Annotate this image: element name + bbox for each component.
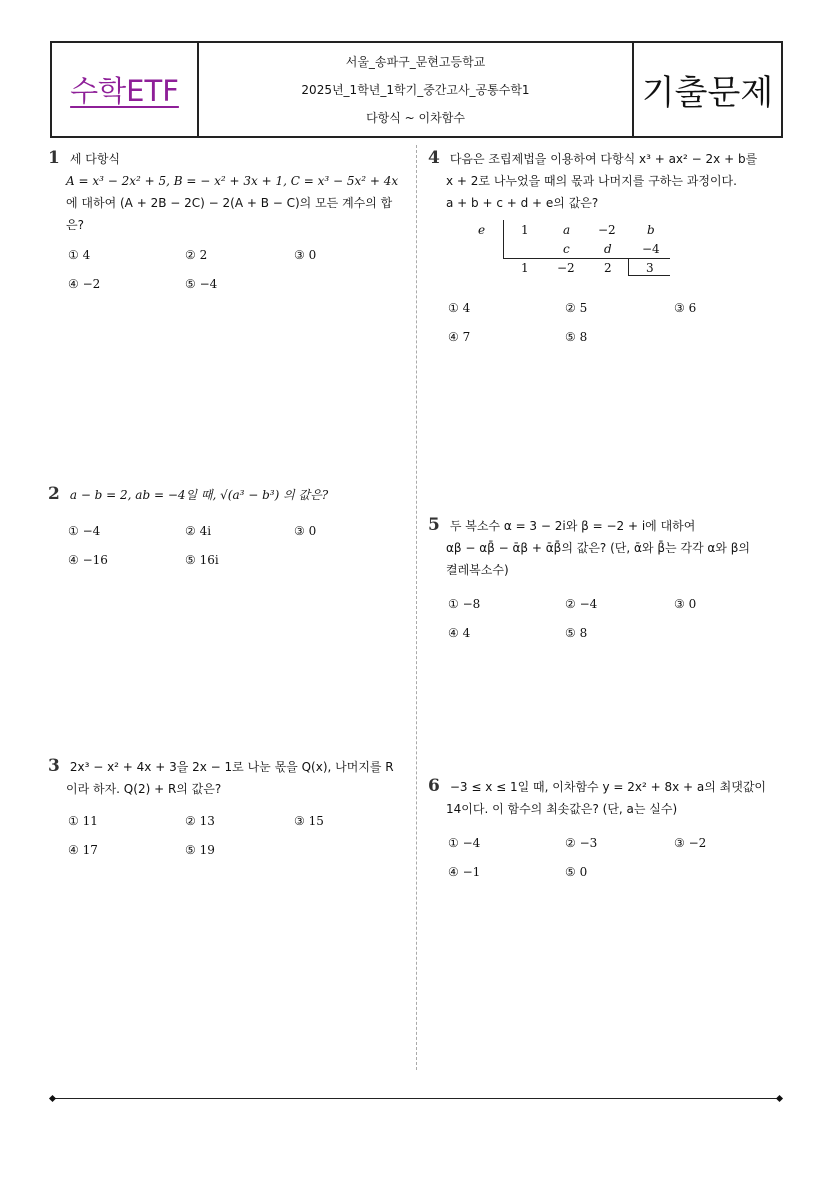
syn-cell: a	[563, 223, 571, 237]
choice-4[interactable]: ④ −2	[68, 277, 101, 291]
question-text: x + 2로 나누었을 때의 몫과 나머지를 구하는 과정이다.	[446, 174, 737, 188]
choice-2[interactable]: ② 2	[185, 248, 208, 262]
question-1	[48, 147, 398, 304]
choice-3[interactable]: ③ 15	[294, 814, 324, 828]
diamond-icon	[49, 1095, 56, 1102]
question-text: αβ − αβ̄ − ᾱβ + ᾱβ̄의 값은? (단, ᾱ와 β̄는 각각 α와 β의	[446, 541, 750, 555]
question-text: a − b = 2, ab = −4일 때, √(a³ − b³) 의 값은?	[69, 488, 329, 502]
question-6	[428, 775, 788, 892]
brand-cell	[52, 43, 199, 136]
exam-info-cell	[199, 43, 634, 136]
choice-list	[428, 297, 778, 357]
question-number: 1	[48, 148, 60, 168]
question-4-choices	[428, 297, 778, 357]
choice-4[interactable]: ④ 4	[448, 626, 471, 640]
question-number: 2	[48, 484, 60, 504]
choice-5[interactable]: ⑤ 0	[565, 865, 588, 879]
question-2	[48, 483, 398, 580]
choice-5[interactable]: ⑤ −4	[185, 277, 218, 291]
choice-list	[48, 810, 408, 870]
question-number: 4	[428, 148, 440, 168]
choice-5[interactable]: ⑤ 19	[185, 843, 215, 857]
syn-cell: −2	[557, 261, 575, 275]
choice-3[interactable]: ③ 6	[674, 301, 697, 315]
syn-cell: 2	[604, 261, 612, 275]
unit-range: 다항식 ~ 이차함수	[366, 111, 465, 126]
question-4	[428, 147, 778, 214]
diamond-icon	[776, 1095, 783, 1102]
choice-2[interactable]: ② −4	[565, 597, 598, 611]
choice-2[interactable]: ② 13	[185, 814, 215, 828]
brand-logo: 수학ETF	[70, 74, 179, 108]
question-text: 이라 하자. Q(2) + R의 값은?	[66, 782, 222, 796]
choice-3[interactable]: ③ 0	[674, 597, 697, 611]
question-number: 5	[428, 515, 440, 535]
choice-3[interactable]: ③ −2	[674, 836, 707, 850]
doc-kind: 기출문제	[641, 73, 774, 113]
question-5	[428, 514, 778, 653]
syn-cell: b	[647, 223, 655, 237]
choice-1[interactable]: ① 4	[448, 301, 471, 315]
question-text: 은?	[66, 218, 84, 232]
choice-list	[48, 520, 398, 580]
exam-title: 2025년_1학년_1학기_중간고사_공통수학1	[301, 82, 530, 97]
question-number: 6	[428, 776, 440, 796]
column-divider	[416, 145, 417, 1070]
choice-4[interactable]: ④ −1	[448, 865, 481, 879]
choice-1[interactable]: ① −4	[68, 524, 101, 538]
question-text: 세 다항식	[69, 152, 121, 166]
exam-header	[50, 41, 783, 138]
choice-4[interactable]: ④ −16	[68, 553, 108, 567]
choice-1[interactable]: ① 4	[68, 248, 91, 262]
question-text: A = x³ − 2x² + 5, B = − x² + 3x + 1, C = x³ − 5x² + 4x	[66, 174, 399, 188]
question-text: 켤레복소수)	[446, 563, 509, 577]
choice-4[interactable]: ④ 17	[68, 843, 98, 857]
syn-divisor: e	[478, 223, 486, 237]
question-text: 다음은 조립제법을 이용하여 다항식 x³ + ax² − 2x + b를	[449, 152, 758, 166]
question-text: 2x³ − x² + 4x + 3을 2x − 1로 나눈 몫을 Q(x), 나머지를 R	[69, 760, 394, 774]
question-3	[48, 755, 408, 870]
question-text: 두 복소수 α = 3 − 2i와 β = −2 + i에 대하여	[449, 519, 696, 533]
choice-list	[428, 832, 788, 892]
choice-3[interactable]: ③ 0	[294, 248, 317, 262]
choice-list	[428, 593, 778, 653]
question-number: 3	[48, 756, 60, 776]
choice-2[interactable]: ② 5	[565, 301, 588, 315]
choice-1[interactable]: ① 11	[68, 814, 98, 828]
syn-vertical-line	[503, 220, 504, 258]
choice-4[interactable]: ④ 7	[448, 330, 471, 344]
syn-cell: 1	[521, 261, 529, 275]
question-text: −3 ≤ x ≤ 1일 때, 이차함수 y = 2x² + 8x + a의 최댓값이	[449, 780, 767, 794]
doc-kind-cell	[634, 43, 781, 136]
question-text: 에 대하여 (A + 2B − 2C) − 2(A + B − C)의 모든 계수의 합	[66, 196, 393, 210]
choice-5[interactable]: ⑤ 8	[565, 626, 588, 640]
choice-list	[48, 244, 398, 304]
question-text: 14이다. 이 함수의 최솟값은? (단, a는 실수)	[446, 802, 678, 816]
syn-cell: 3	[646, 261, 654, 275]
school-name: 서울_송파구_문현고등학교	[345, 54, 486, 69]
choice-5[interactable]: ⑤ 8	[565, 330, 588, 344]
question-text: a + b + c + d + e의 값은?	[446, 196, 599, 210]
synthetic-division-table	[470, 220, 680, 282]
choice-1[interactable]: ① −8	[448, 597, 481, 611]
footer-rule	[52, 1098, 780, 1099]
choice-1[interactable]: ① −4	[448, 836, 481, 850]
choice-5[interactable]: ⑤ 16i	[185, 553, 219, 567]
syn-cell: −4	[642, 242, 660, 256]
choice-2[interactable]: ② −3	[565, 836, 598, 850]
syn-cell: −2	[598, 223, 616, 237]
syn-cell: d	[604, 242, 612, 256]
choice-3[interactable]: ③ 0	[294, 524, 317, 538]
syn-cell: c	[563, 242, 570, 256]
syn-cell: 1	[521, 223, 529, 237]
choice-2[interactable]: ② 4i	[185, 524, 212, 538]
